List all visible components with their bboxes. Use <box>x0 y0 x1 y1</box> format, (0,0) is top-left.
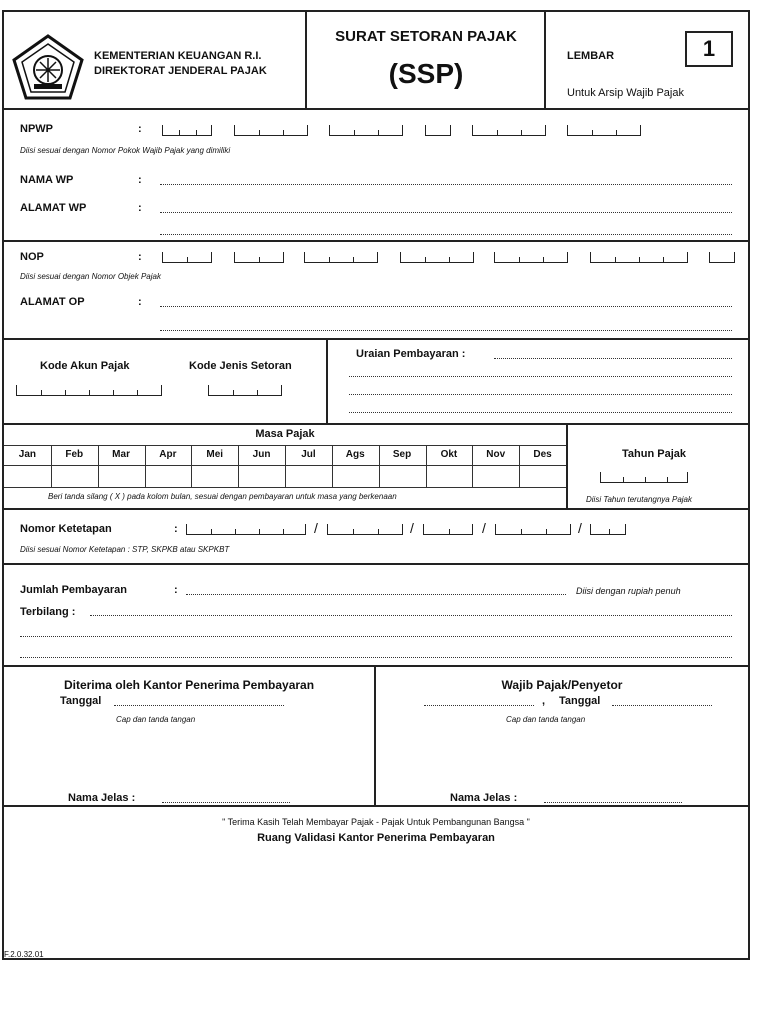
form-title: SURAT SETORAN PAJAK <box>335 28 517 45</box>
month-checkbox-feb[interactable] <box>51 466 98 487</box>
depositor-date-label: Tanggal <box>559 695 601 707</box>
tax-year-boxes[interactable] <box>600 472 688 483</box>
tax-period-title: Masa Pajak <box>255 428 315 440</box>
month-des: Des <box>533 449 552 460</box>
month-jul: Jul <box>301 449 316 460</box>
object-address-field-2[interactable] <box>160 330 732 331</box>
ministry-logo <box>12 34 84 100</box>
payment-description-field-1[interactable] <box>494 358 732 359</box>
month-mar: Mar <box>112 449 130 460</box>
taxpayer-address-field-1[interactable] <box>160 212 732 213</box>
nop-box-6[interactable] <box>590 252 688 263</box>
sheet-purpose: Untuk Arsip Wajib Pajak <box>567 87 684 99</box>
month-checkbox-nov[interactable] <box>472 466 519 487</box>
month-checkbox-mar[interactable] <box>98 466 145 487</box>
account-code-boxes[interactable] <box>16 385 162 396</box>
payment-description-field-4[interactable] <box>349 412 732 413</box>
payment-description-field-3[interactable] <box>349 394 732 395</box>
nop-box-1[interactable] <box>162 252 212 263</box>
taxpayer-address-field-2[interactable] <box>160 234 732 235</box>
month-feb: Feb <box>65 449 84 460</box>
npwp-box-5[interactable] <box>472 125 546 136</box>
assessment-box-4[interactable] <box>495 524 571 535</box>
sheet-label: LEMBAR <box>567 50 615 62</box>
amount-in-words-label: Terbilang : <box>20 606 76 618</box>
month-okt: Okt <box>440 449 458 460</box>
taxpayer-name-label: NAMA WP <box>20 174 74 186</box>
ssp-form: KEMENTERIAN KEUANGAN R.I. DIREKTORAT JENDERAL PAJAK SURAT SETORAN PAJAK (SSP) LEMBAR 1 Untuk Arsip Wajib Pajak NPWP : Diisi sesuai dengan Nomor Pokok Wajib Pajak yang dimiliki NAMA WP : ALAMAT WP : NOP : Diisi sesuai dengan Nomor Objek Pajak ALAMAT OP : Kode Akun Pajak Kode Jenis Setoran Uraian Pembayaran : Masa Pajak Beri tanda silang ( X ) pada kolom bulan, sesuai dengan pembayaran untuk masa yang berkenaan Tahun Pajak Diisi Tahun terutangnya Pajak Nomor Ketetapan : / / / / Diisi sesuai Nomor Ketetapan : STP, SKPKB atau SKPKBT Jumlah Pembayaran : Diisi dengan rupiah penuh Terbilang : Diterima oleh Kantor Penerima Pembayaran Tanggal Cap dan tanda tangan Nama Jelas : Wajib Pajak/Penyetor , Tanggal Cap dan tanda tangan Nama Jelas : " Terima Kasih Telah Membayar Pajak - Pajak Untuk Pembangunan Bangsa " Ruang Validasi Kantor Penerima Pembayaran F.2.0.32.01 Jan Feb Mar Apr Mei Jun Jul Ags Sep Okt Nov Des <box>2 10 750 960</box>
assessment-box-2[interactable] <box>327 524 403 535</box>
thank-you-message: " Terima Kasih Telah Membayar Pajak - Pajak Untuk Pembangunan Bangsa " <box>222 817 530 827</box>
sheet-number: 1 <box>702 36 716 61</box>
npwp-box-2[interactable] <box>234 125 308 136</box>
depositor-place-field[interactable] <box>424 705 534 706</box>
receiving-name-field[interactable] <box>162 802 290 803</box>
validation-area[interactable] <box>4 848 748 948</box>
month-checkbox-mei[interactable] <box>191 466 238 487</box>
month-nov: Nov <box>486 449 506 460</box>
form-abbreviation: (SSP) <box>388 58 464 89</box>
month-ags: Ags <box>345 449 365 460</box>
depositor-stamp-note: Cap dan tanda tangan <box>506 715 586 724</box>
month-checkbox-sep[interactable] <box>379 466 426 487</box>
month-checkbox-jan[interactable] <box>4 466 51 487</box>
payment-description-field-2[interactable] <box>349 376 732 377</box>
nop-box-4[interactable] <box>400 252 474 263</box>
tax-period-note: Beri tanda silang ( X ) pada kolom bulan, sesuai dengan pembayaran untuk masa yang berkenaan <box>48 492 397 501</box>
npwp-box-6[interactable] <box>567 125 641 136</box>
month-jan: Jan <box>18 449 37 460</box>
deposit-type-label: Kode Jenis Setoran <box>189 360 292 372</box>
nop-box-2[interactable] <box>234 252 284 263</box>
month-sep: Sep <box>392 449 412 460</box>
month-checkbox-jul[interactable] <box>285 466 332 487</box>
month-mei: Mei <box>206 449 224 460</box>
validation-area-title: Ruang Validasi Kantor Penerima Pembayaran <box>257 832 495 844</box>
receiving-stamp-note: Cap dan tanda tangan <box>116 715 196 724</box>
nop-box-3[interactable] <box>304 252 378 263</box>
month-checkbox-ags[interactable] <box>332 466 379 487</box>
depositor-name-label: Nama Jelas : <box>450 792 518 804</box>
npwp-label: NPWP <box>20 123 53 135</box>
amount-in-words-field-3[interactable] <box>20 657 732 658</box>
npwp-note: Diisi sesuai dengan Nomor Pokok Wajib Pajak yang dimiliki <box>20 146 231 155</box>
payment-amount-field[interactable] <box>186 594 566 595</box>
month-jun: Jun <box>252 449 271 460</box>
receiving-name-label: Nama Jelas : <box>68 792 136 804</box>
amount-in-words-field-1[interactable] <box>90 615 732 616</box>
assessment-number-label: Nomor Ketetapan <box>20 523 112 535</box>
ministry-name-line2: DIREKTORAT JENDERAL PAJAK <box>94 65 267 77</box>
assessment-box-3[interactable] <box>423 524 473 535</box>
nop-label: NOP <box>20 251 44 263</box>
month-checkbox-jun[interactable] <box>238 466 285 487</box>
nop-box-5[interactable] <box>494 252 568 263</box>
month-apr: Apr <box>159 449 177 460</box>
nop-box-7[interactable] <box>709 252 735 263</box>
npwp-box-3[interactable] <box>329 125 403 136</box>
receiving-date-field[interactable] <box>114 705 284 706</box>
deposit-type-boxes[interactable] <box>208 385 282 396</box>
taxpayer-depositor-title: Wajib Pajak/Penyetor <box>501 678 623 692</box>
depositor-date-field[interactable] <box>612 705 712 706</box>
taxpayer-address-label: ALAMAT WP <box>20 202 87 214</box>
assessment-note: Diisi sesuai Nomor Ketetapan : STP, SKPKB atau SKPKBT <box>20 545 230 554</box>
receiving-office-title: Diterima oleh Kantor Penerima Pembayaran <box>63 678 315 692</box>
month-checkbox-apr[interactable] <box>145 466 192 487</box>
assessment-box-1[interactable] <box>186 524 306 535</box>
payment-amount-label: Jumlah Pembayaran <box>20 584 127 596</box>
object-address-field-1[interactable] <box>160 306 732 307</box>
object-address-label: ALAMAT OP <box>20 296 85 308</box>
npwp-box-1[interactable] <box>162 125 212 136</box>
month-checkbox-okt[interactable] <box>426 466 473 487</box>
tax-year-note: Diisi Tahun terutangnya Pajak <box>586 495 692 504</box>
npwp-box-4[interactable] <box>425 125 451 136</box>
month-checkbox-des[interactable] <box>519 466 566 487</box>
form-code: F.2.0.32.01 <box>4 950 44 959</box>
tax-year-title: Tahun Pajak <box>622 448 686 460</box>
ministry-name-line1: KEMENTERIAN KEUANGAN R.I. <box>94 50 262 62</box>
payment-description-label: Uraian Pembayaran : <box>356 348 466 360</box>
depositor-name-field[interactable] <box>544 802 682 803</box>
assessment-box-5[interactable] <box>590 524 626 535</box>
amount-in-words-field-2[interactable] <box>20 636 732 637</box>
nop-note: Diisi sesuai dengan Nomor Objek Pajak <box>20 272 161 281</box>
receiving-date-label: Tanggal <box>60 695 102 707</box>
account-code-label: Kode Akun Pajak <box>40 360 130 372</box>
taxpayer-name-field[interactable] <box>160 184 732 185</box>
sheet-number-box <box>685 31 733 67</box>
payment-amount-note: Diisi dengan rupiah penuh <box>576 586 681 596</box>
